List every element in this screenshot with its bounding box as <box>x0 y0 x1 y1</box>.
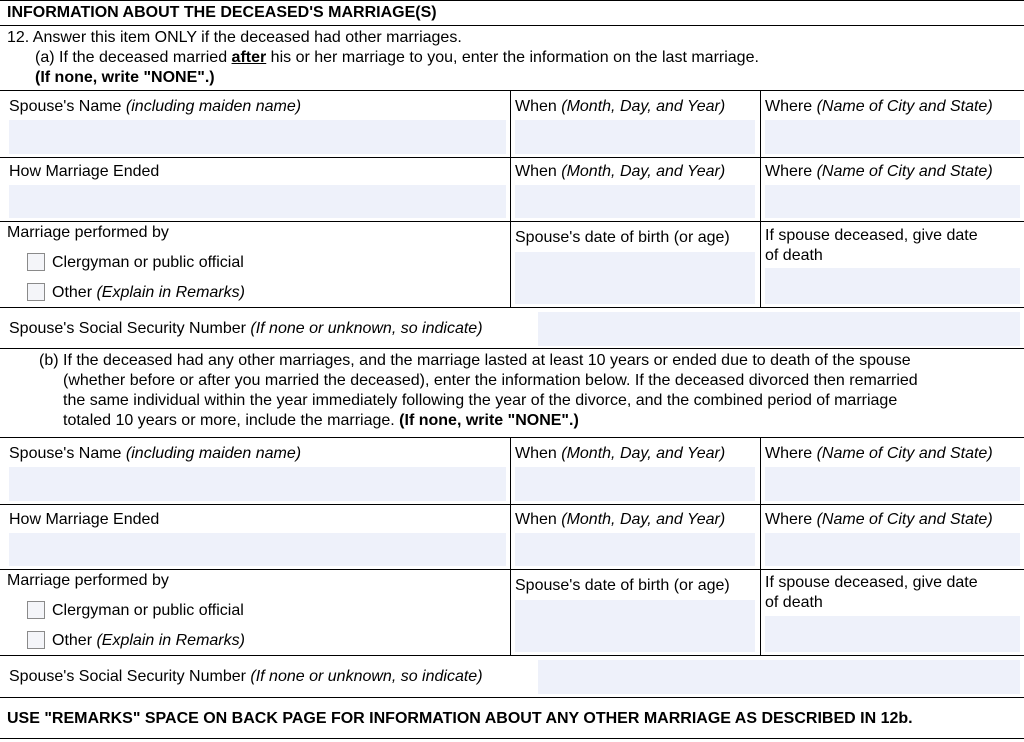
clergyman-checkbox-a[interactable] <box>27 253 45 271</box>
ssn-field-a[interactable] <box>538 312 1020 346</box>
clergyman-label: Clergyman or public official <box>52 254 244 271</box>
top-border <box>0 0 1024 1</box>
end-place-field-a[interactable] <box>765 185 1020 218</box>
where-ended-label: Where (Name of City and State) <box>765 163 993 180</box>
divider <box>0 25 1024 26</box>
spouse-death-label-1: If spouse deceased, give date <box>765 574 978 591</box>
spouse-death-field-b[interactable] <box>765 616 1020 652</box>
item-12b-line-1: (b) If the deceased had any other marriages, and the marriage lasted at least 10 years or ended due to death of the spouse <box>39 352 911 369</box>
divider <box>0 504 1024 505</box>
clergyman-checkbox-b[interactable] <box>27 601 45 619</box>
spouse-death-label-2: of death <box>765 594 823 611</box>
ssn-field-b[interactable] <box>538 660 1020 694</box>
how-ended-field-a[interactable] <box>9 185 506 218</box>
when-label: When (Month, Day, and Year) <box>515 98 726 115</box>
how-ended-field-b[interactable] <box>9 533 506 566</box>
spouse-death-label-2: of death <box>765 247 823 264</box>
column-divider <box>760 90 761 307</box>
when-ended-label: When (Month, Day, and Year) <box>515 163 726 180</box>
spouse-death-field-a[interactable] <box>765 268 1020 304</box>
divider <box>0 437 1024 438</box>
spouse-name-field-b[interactable] <box>9 467 506 501</box>
ssn-label: Spouse's Social Security Number (If none or unknown, so indicate) <box>9 320 483 337</box>
how-ended-label: How Marriage Ended <box>9 511 160 528</box>
when-ended-label: When (Month, Day, and Year) <box>515 511 726 528</box>
performed-by-label: Marriage performed by <box>7 224 169 241</box>
marriage-date-field-a[interactable] <box>515 120 755 154</box>
column-divider <box>510 437 511 655</box>
other-label: Other (Explain in Remarks) <box>52 284 245 301</box>
when-label: When (Month, Day, and Year) <box>515 445 726 462</box>
item-12b-line-4: totaled 10 years or more, include the marriage. (If none, write "NONE".) <box>63 412 579 429</box>
section-title: INFORMATION ABOUT THE DECEASED'S MARRIAGE(S) <box>7 4 437 21</box>
where-label: Where (Name of City and State) <box>765 445 993 462</box>
other-checkbox-a[interactable] <box>27 283 45 301</box>
column-divider <box>760 437 761 655</box>
item-12b-line-2: (whether before or after you married the deceased), enter the information below. If the deceased divorced then remarried <box>63 372 918 389</box>
divider <box>0 348 1024 349</box>
item-12-instruction: 12. Answer this item ONLY if the deceased had other marriages. <box>7 29 462 46</box>
column-divider <box>510 90 511 307</box>
end-place-field-b[interactable] <box>765 533 1020 566</box>
end-date-field-a[interactable] <box>515 185 755 218</box>
divider <box>0 569 1024 570</box>
spouse-dob-field-a[interactable] <box>515 252 755 304</box>
item-12b-line-3: the same individual within the year immediately following the year of the divorce, and the combined period of marriage <box>63 392 898 409</box>
divider <box>0 157 1024 158</box>
divider <box>0 307 1024 308</box>
spouse-name-field-a[interactable] <box>9 120 506 154</box>
spouse-name-label: Spouse's Name (including maiden name) <box>9 445 302 462</box>
bottom-border <box>0 738 1024 739</box>
other-checkbox-b[interactable] <box>27 631 45 649</box>
spouse-dob-label: Spouse's date of birth (or age) <box>515 577 730 594</box>
divider <box>0 90 1024 91</box>
marriage-place-field-b[interactable] <box>765 467 1020 501</box>
spouse-dob-field-b[interactable] <box>515 600 755 652</box>
divider <box>0 655 1024 656</box>
performed-by-label: Marriage performed by <box>7 572 169 589</box>
where-label: Where (Name of City and State) <box>765 98 993 115</box>
marriage-place-field-a[interactable] <box>765 120 1020 154</box>
remarks-footer-note: USE "REMARKS" SPACE ON BACK PAGE FOR INFORMATION ABOUT ANY OTHER MARRIAGE AS DESCRIBED IN 12b. <box>7 710 913 727</box>
where-ended-label: Where (Name of City and State) <box>765 511 993 528</box>
other-label: Other (Explain in Remarks) <box>52 632 245 649</box>
clergyman-label: Clergyman or public official <box>52 602 244 619</box>
divider <box>0 221 1024 222</box>
how-ended-label: How Marriage Ended <box>9 163 160 180</box>
end-date-field-b[interactable] <box>515 533 755 566</box>
divider <box>0 697 1024 698</box>
marriage-date-field-b[interactable] <box>515 467 755 501</box>
spouse-death-label-1: If spouse deceased, give date <box>765 227 978 244</box>
ssn-label: Spouse's Social Security Number (If none or unknown, so indicate) <box>9 668 483 685</box>
spouse-name-label: Spouse's Name (including maiden name) <box>9 98 302 115</box>
spouse-dob-label: Spouse's date of birth (or age) <box>515 229 730 246</box>
item-12a-instruction: (a) If the deceased married after his or her marriage to you, enter the information on the last marriage. <box>35 49 759 66</box>
item-12a-none: (If none, write "NONE".) <box>35 69 215 86</box>
